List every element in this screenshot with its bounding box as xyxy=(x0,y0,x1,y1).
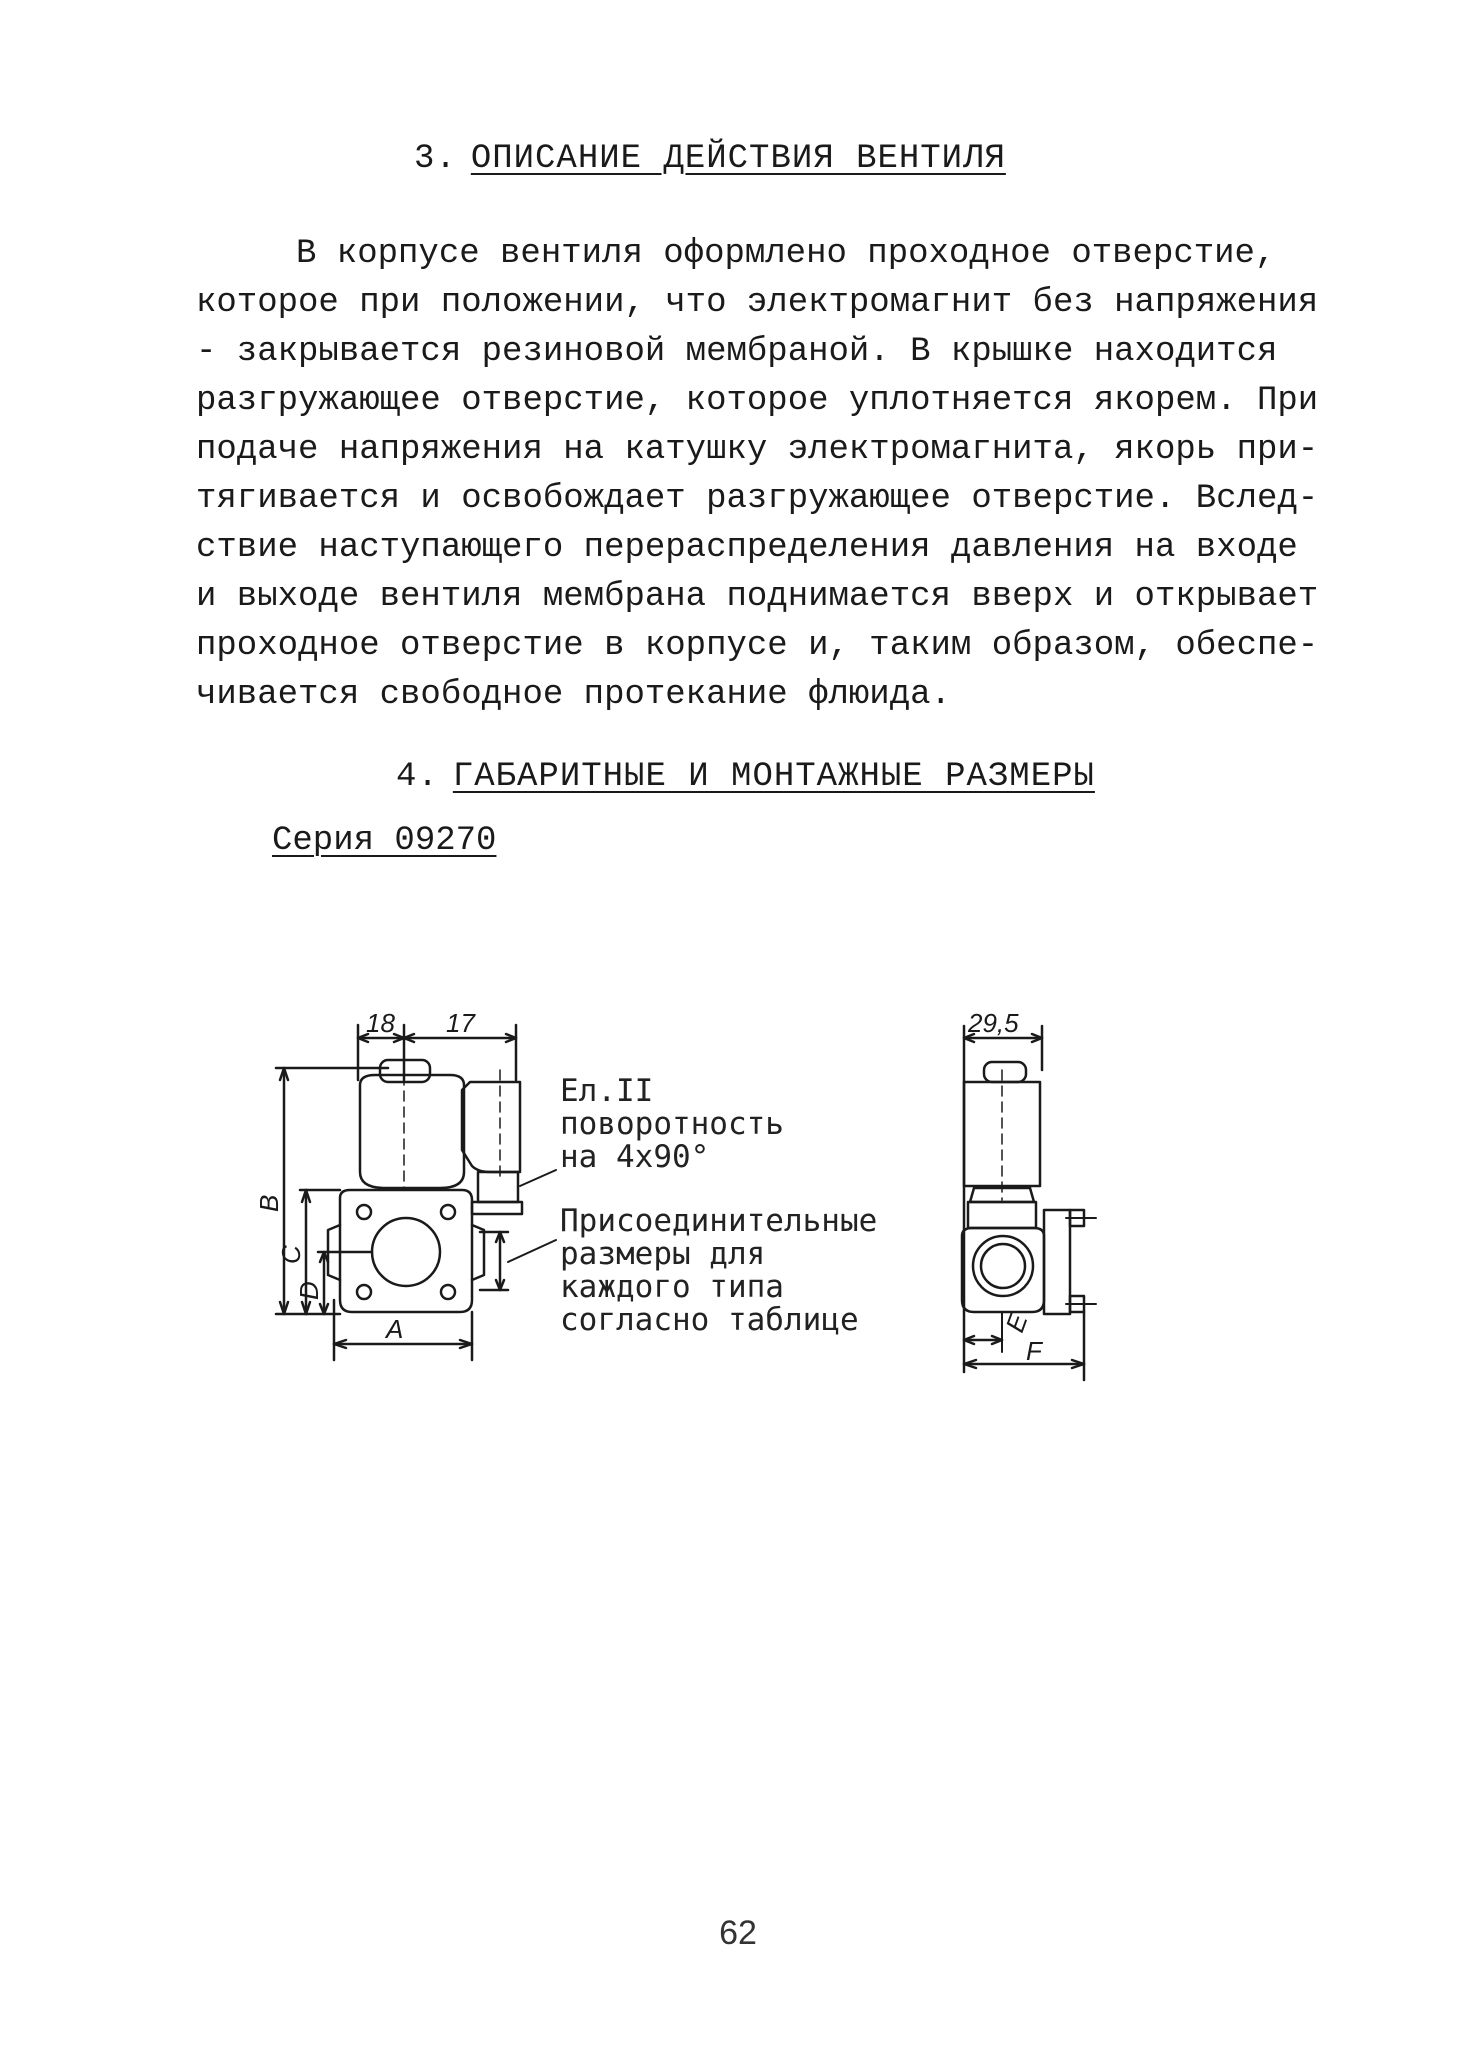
screw xyxy=(441,1285,455,1299)
paragraph-line: и выходе вентиля мембрана поднимается вверх и открывает xyxy=(196,578,1319,616)
paragraph-line: В корпусе вентиля оформлено проходное отверстие, xyxy=(296,235,1276,273)
dim-label-e: E xyxy=(999,1309,1034,1337)
series-label: Серия 09270 xyxy=(272,822,497,860)
paragraph-line: разгружающее отверстие, которое уплотняется якорем. При xyxy=(196,382,1319,420)
dim-label-b: B xyxy=(254,1194,284,1212)
front-view xyxy=(276,1025,556,1360)
section-4-number: 4. xyxy=(396,758,439,796)
bonnet xyxy=(968,1202,1036,1228)
connector-nut xyxy=(472,1202,522,1214)
leader-line xyxy=(508,1240,556,1262)
note-line: на 4x90° xyxy=(560,1139,710,1175)
dim-label-295: 29,5 xyxy=(968,1008,1019,1038)
paragraph-line: которое при положении, что электромагнит без напряжения xyxy=(196,284,1319,322)
connector-note xyxy=(560,1075,784,1174)
connector-gland xyxy=(478,1172,518,1202)
coil-body xyxy=(360,1075,464,1188)
port-opening xyxy=(372,1218,440,1286)
screw xyxy=(441,1205,455,1219)
dim-label-a: A xyxy=(386,1314,404,1344)
paragraph-line: ствие наступающего перераспределения давления на входе xyxy=(196,529,1298,567)
connection-note xyxy=(560,1205,877,1337)
dim-label-18: 18 xyxy=(366,1008,395,1038)
connector-housing xyxy=(462,1082,520,1172)
screw xyxy=(357,1285,371,1299)
note-line: поворотность xyxy=(560,1106,784,1142)
note-line: размеры для xyxy=(560,1236,766,1272)
section-3-title: ОПИСАНИЕ ДЕЙСТВИЯ ВЕНТИЛЯ xyxy=(470,140,1006,178)
section-4-title: ГАБАРИТНЫЕ И МОНТАЖНЫЕ РАЗМЕРЫ xyxy=(452,758,1095,796)
dim-label-c: C xyxy=(276,1245,306,1264)
page-number: 62 xyxy=(719,1914,757,1952)
note-line: Ел.II xyxy=(560,1073,654,1109)
paragraph-line: подаче напряжения на катушку электромагнита, якорь при- xyxy=(196,431,1319,469)
screw xyxy=(357,1205,371,1219)
port-inner xyxy=(981,1244,1025,1288)
note-line: каждого типа xyxy=(560,1269,784,1305)
connector-side xyxy=(1044,1210,1070,1314)
dim-label-d: D xyxy=(294,1281,324,1300)
note-line: согласно таблице xyxy=(560,1302,859,1338)
section-3-number: 3. xyxy=(414,140,457,178)
dim-label-17: 17 xyxy=(446,1008,475,1038)
paragraph-line: проходное отверстие в корпусе и, таким образом, обеспе- xyxy=(196,627,1319,665)
dim-label-f: F xyxy=(1026,1336,1042,1366)
paragraph-line: тягивается и освобождает разгружающее отверстие. Вслед- xyxy=(196,480,1319,518)
note-line: Присоединительные xyxy=(560,1203,878,1239)
paragraph-line: чивается свободное протекание флюида. xyxy=(196,676,951,714)
leader-line xyxy=(520,1170,556,1186)
coil-cap xyxy=(984,1062,1026,1082)
paragraph-line: - закрывается резиновой мембраной. В крышке находится xyxy=(196,333,1278,371)
